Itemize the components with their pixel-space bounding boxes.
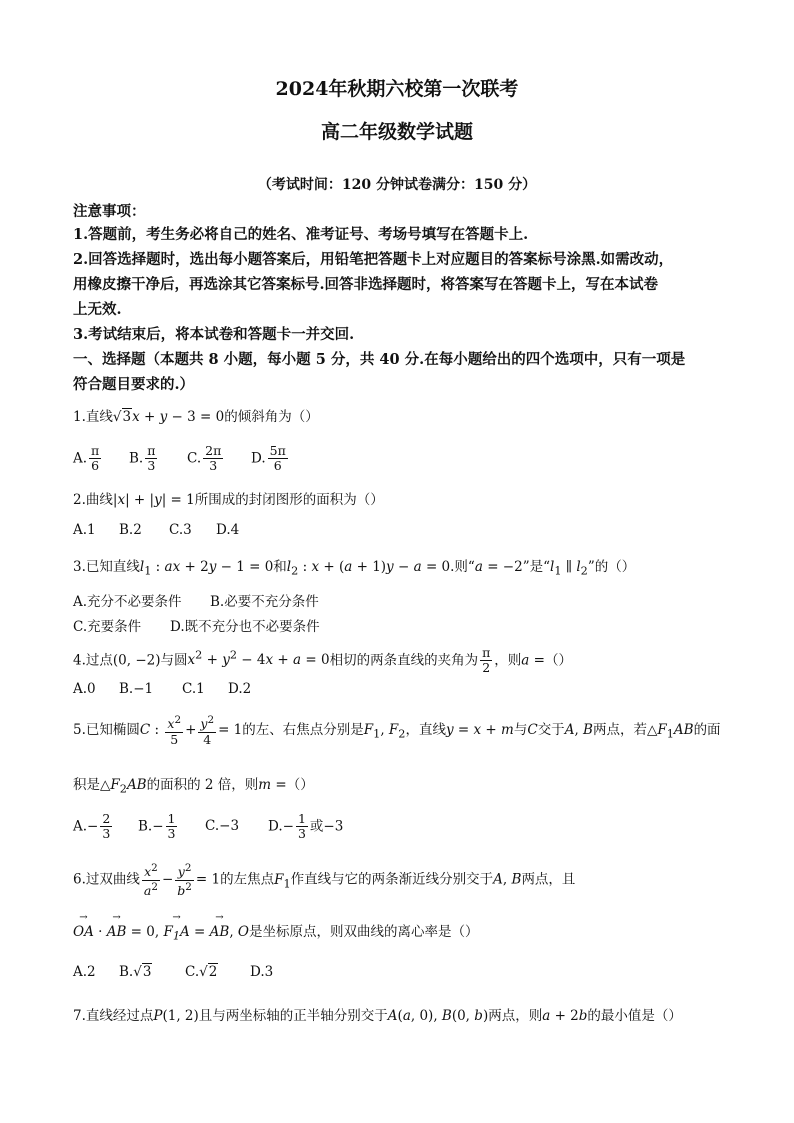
question-3: 3.已知直线$l_1$ : ax + 2y − 1 = 0和$l_2$ : x + (a + 1)y − a = 0.则“a = −2”是“$l_1$ ∥ $l_2$”的（） bbox=[73, 559, 636, 578]
question-6-option-a: A.2 bbox=[73, 964, 96, 980]
question-5-option-c: C.−3 bbox=[205, 818, 240, 834]
question-6-option-b: B.√3 bbox=[119, 964, 152, 980]
question-4-option-d: D.2 bbox=[228, 681, 252, 697]
question-6-line-2: → OA · → AB = 0, → $F_1A$ = → AB, O是坐标原点，则双曲线的离心率是（） bbox=[73, 920, 479, 943]
question-6-line-1: 6.过双曲线 $\frac{x^2}{a^2}$ − $\frac{y^2}{b^2}$ = 1的左焦点$F_1$作直线与它的两条渐近线分别交于A, B两点，且 bbox=[73, 862, 576, 898]
question-3-option-b: B.必要不充分条件 bbox=[210, 594, 319, 610]
question-3-option-c: C.充要条件 bbox=[73, 619, 142, 635]
question-1-option-c: C. $\frac{2\pi}{3}$ bbox=[187, 443, 222, 474]
notice-item-1: 1.答题前，考生务必将自己的姓名、准考证号、考场号填写在答题卡上. bbox=[73, 226, 529, 243]
question-6-option-d: D.3 bbox=[250, 964, 274, 980]
question-4-option-b: B.−1 bbox=[119, 681, 154, 697]
question-4-option-a: A.0 bbox=[73, 681, 96, 697]
notice-item-3: 3.考试结束后，将本试卷和答题卡一并交回. bbox=[73, 326, 355, 343]
notice-heading: 注意事项： bbox=[73, 203, 146, 220]
question-2-option-a: A.1 bbox=[73, 522, 96, 538]
question-7: 7.直线经过点P(1, 2)且与两坐标轴的正半轴分别交于A(a, 0), B(0, b)两点，则a + 2b的最小值是（） bbox=[73, 1008, 682, 1024]
question-2-option-d: D.4 bbox=[216, 522, 240, 538]
notice-item-2-line-1: 2.回答选择题时，选出每小题答案后，用铅笔把答题卡上对应题目的答案标号涂黑.如需改动， bbox=[73, 251, 674, 268]
question-1: 1.直线√3x + y − 3 = 0的倾斜角为（） bbox=[73, 409, 319, 425]
question-5-option-b: B.− $\frac{1}{3}$ bbox=[138, 811, 176, 842]
question-1-option-d: D. $\frac{5\pi}{6}$ bbox=[251, 443, 286, 474]
question-2-option-c: C.3 bbox=[169, 522, 192, 538]
question-3-option-d: D.既不充分也不必要条件 bbox=[170, 619, 320, 635]
question-1-option-b: B. $\frac{\pi}{3}$ bbox=[129, 443, 156, 474]
question-5-line-1: 5.已知椭圆C : $\frac{x^2}{5}$ + $\frac{y^2}{4}$ = 1的左、右焦点分别是$F_1$, $F_2$，直线y = x + m与C交于A, B两点，若$\triangle F_1AB$的面 bbox=[73, 714, 721, 747]
section-1-heading-line-2: 符合题目要求的.） bbox=[73, 376, 195, 393]
question-2: 2.曲线|x| + |y| = 1所围成的封闭图形的面积为（） bbox=[73, 492, 384, 508]
exam-title: 2024年秋期六校第一次联考 bbox=[275, 78, 519, 100]
question-5-option-d: D.− $\frac{1}{3}$ 或−3 bbox=[268, 811, 344, 842]
notice-item-2-line-3: 上无效. bbox=[73, 301, 122, 318]
exam-info: （考试时间：120 分钟试卷满分：150 分） bbox=[257, 177, 537, 193]
question-2-option-b: B.2 bbox=[119, 522, 142, 538]
question-6-option-c: C.√2 bbox=[185, 964, 218, 980]
question-5-line-2: 积是$\triangle F_2AB$的面积的 2 倍，则m =（） bbox=[73, 777, 314, 796]
question-4-option-c: C.1 bbox=[182, 681, 205, 697]
exam-subtitle: 高二年级数学试题 bbox=[320, 121, 473, 143]
notice-item-2-line-2: 用橡皮擦干净后，再选涂其它答案标号.回答非选择题时，将答案写在答题卡上，写在本试卷 bbox=[73, 276, 659, 293]
question-1-option-a: A. $\frac{\pi}{6}$ bbox=[73, 443, 100, 474]
question-5-option-a: A.− $\frac{2}{3}$ bbox=[73, 811, 111, 842]
question-4: 4.过点(0, −2)与圆$x^2 + y^2 - 4x + a = 0$相切的两条直线的夹角为 $\frac{\pi}{2}$ ，则a =（） bbox=[73, 645, 572, 676]
question-3-option-a: A.充分不必要条件 bbox=[73, 594, 182, 610]
section-1-heading-line-1: 一、选择题（本题共 8 小题，每小题 5 分，共 40 分.在每小题给出的四个选项中，只有一项是 bbox=[73, 351, 686, 368]
